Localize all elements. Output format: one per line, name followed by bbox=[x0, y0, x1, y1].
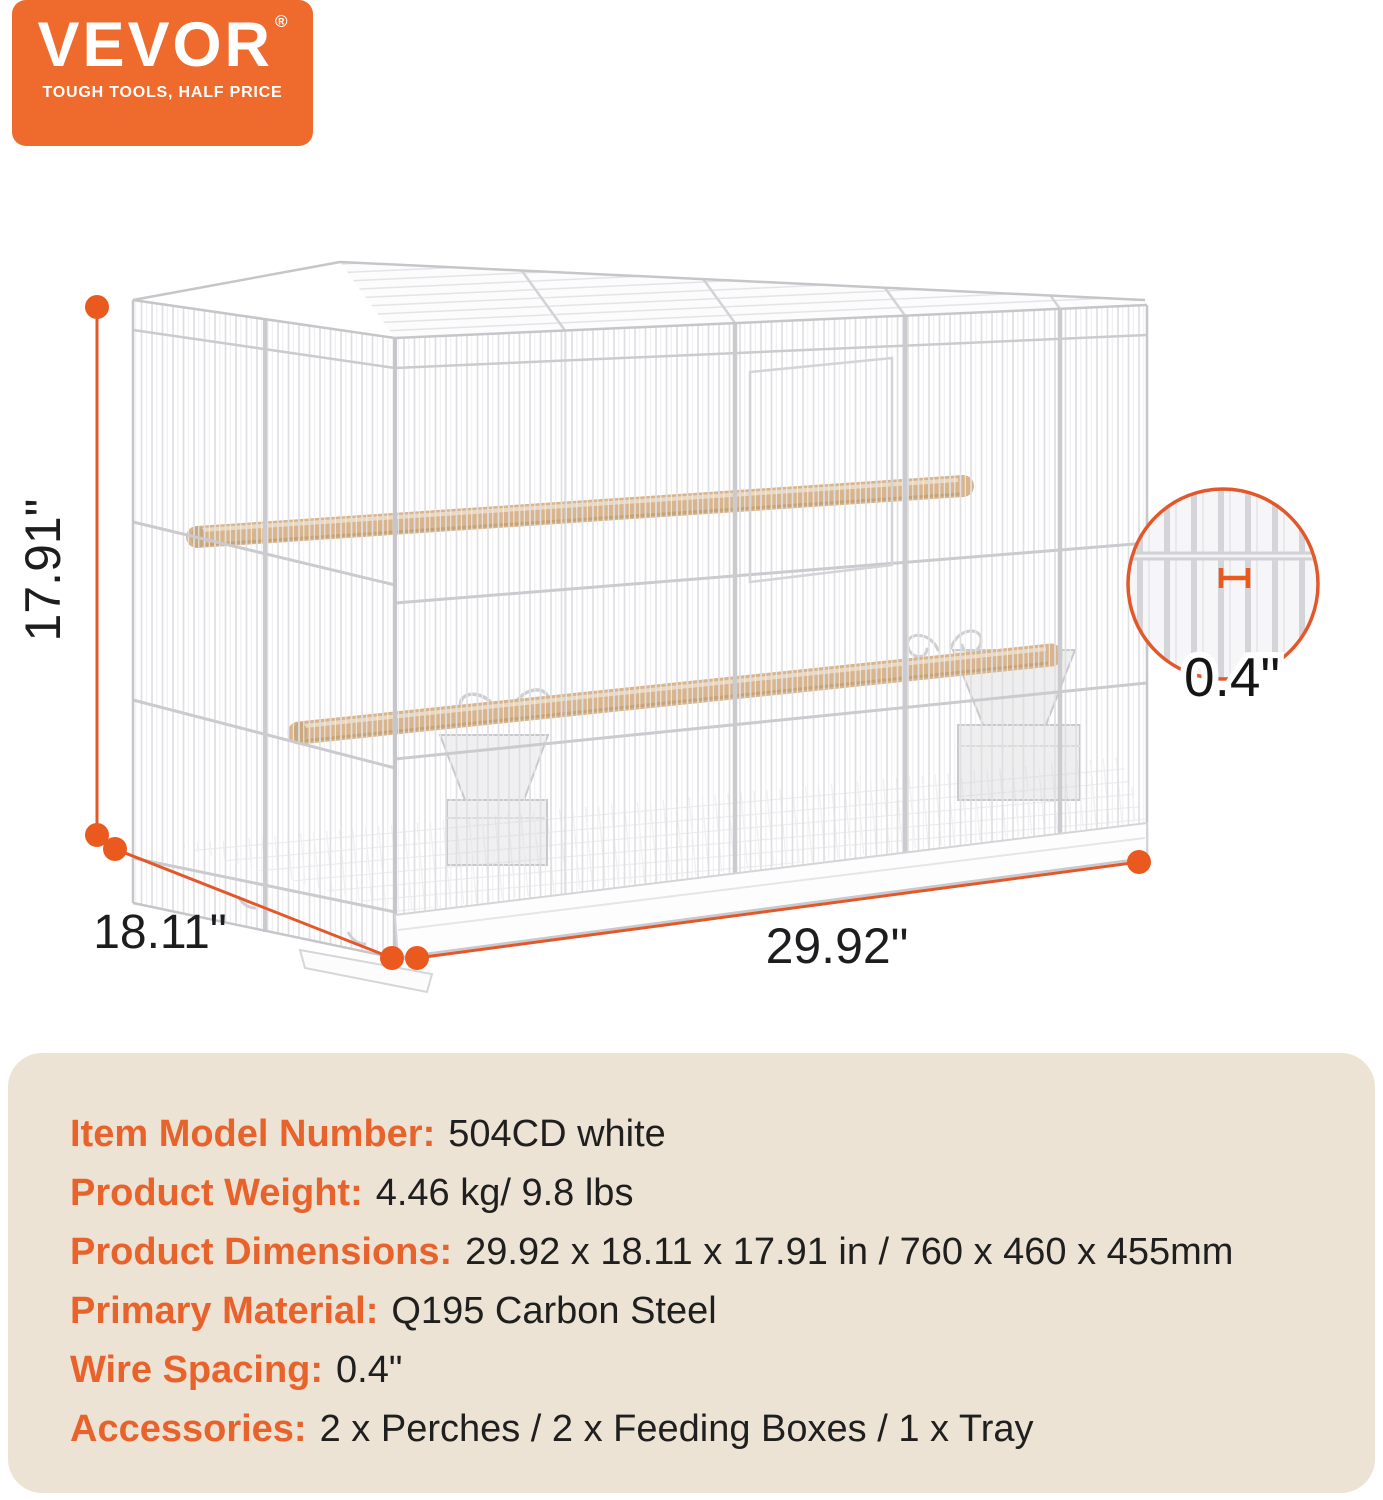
spec-panel bbox=[8, 1053, 1375, 1493]
dimension-dot bbox=[103, 837, 127, 861]
spec-label: Primary Material: bbox=[70, 1290, 379, 1332]
dimension-dot bbox=[405, 946, 429, 970]
spec-row-dimensions bbox=[70, 1223, 1335, 1282]
spec-value: Q195 Carbon Steel bbox=[391, 1290, 717, 1332]
dimension-dot bbox=[85, 295, 109, 319]
wire-gap-label: 0.4" bbox=[1184, 646, 1280, 708]
spec-row-accessories bbox=[70, 1400, 1335, 1459]
spec-label: Wire Spacing: bbox=[70, 1349, 324, 1391]
spec-value: 2 x Perches / 2 x Feeding Boxes / 1 x Tray bbox=[319, 1408, 1034, 1450]
spec-value: 29.92 x 18.11 x 17.91 in / 760 x 460 x 455mm bbox=[465, 1231, 1234, 1273]
spec-row-material bbox=[70, 1282, 1335, 1341]
spec-label: Product Dimensions: bbox=[70, 1231, 453, 1273]
spec-label: Accessories: bbox=[70, 1408, 307, 1450]
spec-row-weight bbox=[70, 1164, 1335, 1223]
wire-spacing-detail-circle bbox=[1128, 486, 1320, 708]
spec-label: Item Model Number: bbox=[70, 1113, 436, 1155]
width-dimension-label: 29.92" bbox=[765, 918, 909, 974]
spec-row-wire-spacing bbox=[70, 1341, 1335, 1400]
registered-mark: ® bbox=[275, 12, 288, 31]
depth-dimension-label: 18.11" bbox=[93, 906, 227, 959]
brand-tagline: TOUGH TOOLS, HALF PRICE bbox=[42, 84, 283, 101]
spec-label: Product Weight: bbox=[70, 1172, 363, 1214]
spec-value: 4.46 kg/ 9.8 lbs bbox=[375, 1172, 634, 1214]
bird-cage bbox=[133, 237, 1147, 992]
height-dimension-label: 17.91" bbox=[15, 498, 71, 642]
dimension-height bbox=[15, 295, 109, 847]
spec-row-model bbox=[70, 1105, 1335, 1164]
dimension-dot bbox=[1127, 850, 1151, 874]
spec-value: 504CD white bbox=[448, 1113, 666, 1155]
brand-name: VEVOR bbox=[37, 10, 274, 80]
dimension-dot bbox=[380, 946, 404, 970]
spec-value: 0.4" bbox=[336, 1349, 403, 1391]
vevor-logo bbox=[12, 0, 313, 146]
